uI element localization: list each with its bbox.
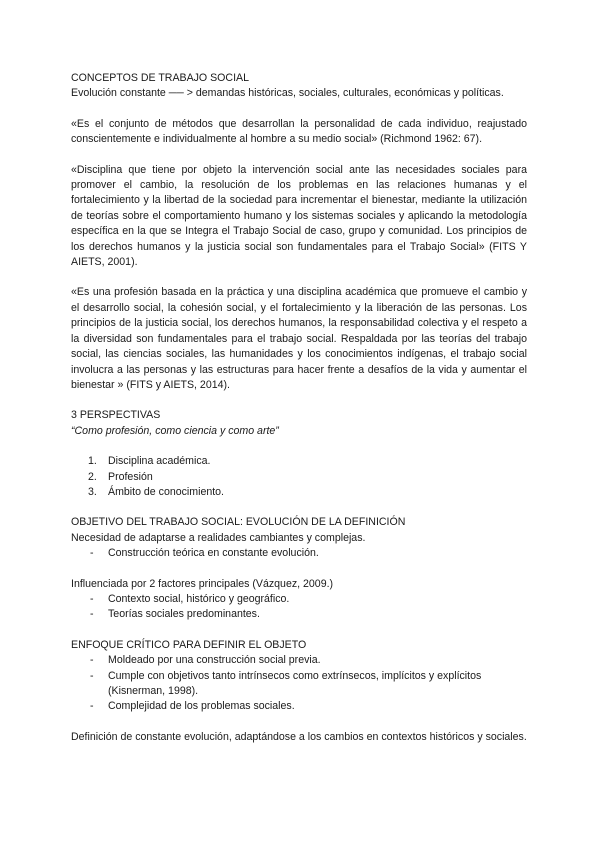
list-item-text: Construcción teórica en constante evolución. <box>108 547 319 560</box>
quote-richmond: «Es el conjunto de métodos que desarrollan la personalidad de cada individuo, reajustado conscientemente e individualmente al hombre a su medio social» (Richmond 1962: 67). <box>71 117 527 146</box>
objective-list <box>71 546 527 561</box>
list-item <box>71 699 527 714</box>
list-dash: - <box>90 700 94 713</box>
intro-line: Evolución constante ── > demandas históricas, sociales, culturales, económicas y políticas. <box>71 87 504 100</box>
influence-list <box>71 592 527 623</box>
list-dash: - <box>90 669 94 682</box>
list-item-text: Moldeado por una construcción social previa. <box>108 654 321 667</box>
list-item <box>71 454 527 469</box>
objective-line: Necesidad de adaptarse a realidades cambiantes y complejas. <box>71 531 366 544</box>
perspectives-subtitle: “Como profesión, como ciencia y como arte” <box>71 424 279 437</box>
quote-fits-2014: «Es una profesión basada en la práctica y una disciplina académica que promueve el cambio y el desarrollo social, la cohesión social, y el fortalecimiento y la liberación de las personas. Los principios de la justicia social, los derechos humanos, la responsabilidad colectiva y el respeto a la diversidad son fundamentales para el trabajo social. Respaldada por las teorías del trabajo social, las ciencias sociales, las humanidades y los conocimientos indígenas, el trabajo social involucra a las personas y las estructuras para hacer frente a desafíos de la vida y aumentar el bienestar » (FITS y AIETS, 2014). <box>71 286 527 391</box>
list-dash: - <box>90 654 94 667</box>
list-item-text: Teorías sociales predominantes. <box>108 608 260 621</box>
list-item <box>71 592 527 607</box>
list-item <box>71 485 527 500</box>
list-item-text: Contexto social, histórico y geográfico. <box>108 592 290 605</box>
list-dash: - <box>90 592 94 605</box>
list-item <box>71 546 527 561</box>
perspectives-heading: 3 PERSPECTIVAS <box>71 409 161 422</box>
document-title: CONCEPTOS DE TRABAJO SOCIAL <box>71 72 249 84</box>
list-dash: - <box>90 547 94 560</box>
list-item <box>71 669 527 700</box>
list-item-text: Complejidad de los problemas sociales. <box>108 700 295 713</box>
list-number: 2. <box>88 470 97 483</box>
objective-heading: OBJETIVO DEL TRABAJO SOCIAL: EVOLUCIÓN DE LA DEFINICIÓN <box>71 516 406 529</box>
list-item-text: Profesión <box>108 470 153 483</box>
list-item-text: Cumple con objetivos tanto intrínsecos como extrínsecos, implícitos y explícitos (Kisnerman, 1998). <box>108 669 482 697</box>
list-dash: - <box>90 608 94 621</box>
quote-fits-2001: «Disciplina que tiene por objeto la intervención social ante las necesidades sociales para promover el cambio, la resolución de los problemas en las relaciones humanas y el fortalecimiento y la libertad de la sociedad para incrementar el bienestar, mediante la utilización de teorías sobre el comportamiento humano y los sistemas sociales y aplicando la metodología específica en la que se Integra el Trabajo Social de caso, grupo y comunidad. Los principios de los derechos humanos y la justicia social son fundamentales para el Trabajo Social» (FITS Y AIETS, 2001). <box>71 163 527 269</box>
conclusion-line: Definición de constante evolución, adaptándose a los cambios en contextos históricos y sociales. <box>71 730 527 743</box>
list-item <box>71 653 527 668</box>
list-number: 3. <box>88 485 97 498</box>
list-item-text: Disciplina académica. <box>108 455 211 468</box>
list-item-text: Ámbito de conocimiento. <box>108 485 225 498</box>
critical-list <box>71 653 527 715</box>
perspectives-list <box>71 454 527 500</box>
list-item <box>71 470 527 485</box>
critical-heading: ENFOQUE CRÍTICO PARA DEFINIR EL OBJETO <box>71 638 307 651</box>
influence-line: Influenciada por 2 factores principales (Vázquez, 2009.) <box>71 577 334 590</box>
list-number: 1. <box>88 455 97 468</box>
list-item <box>71 607 527 622</box>
document-page <box>71 71 527 745</box>
